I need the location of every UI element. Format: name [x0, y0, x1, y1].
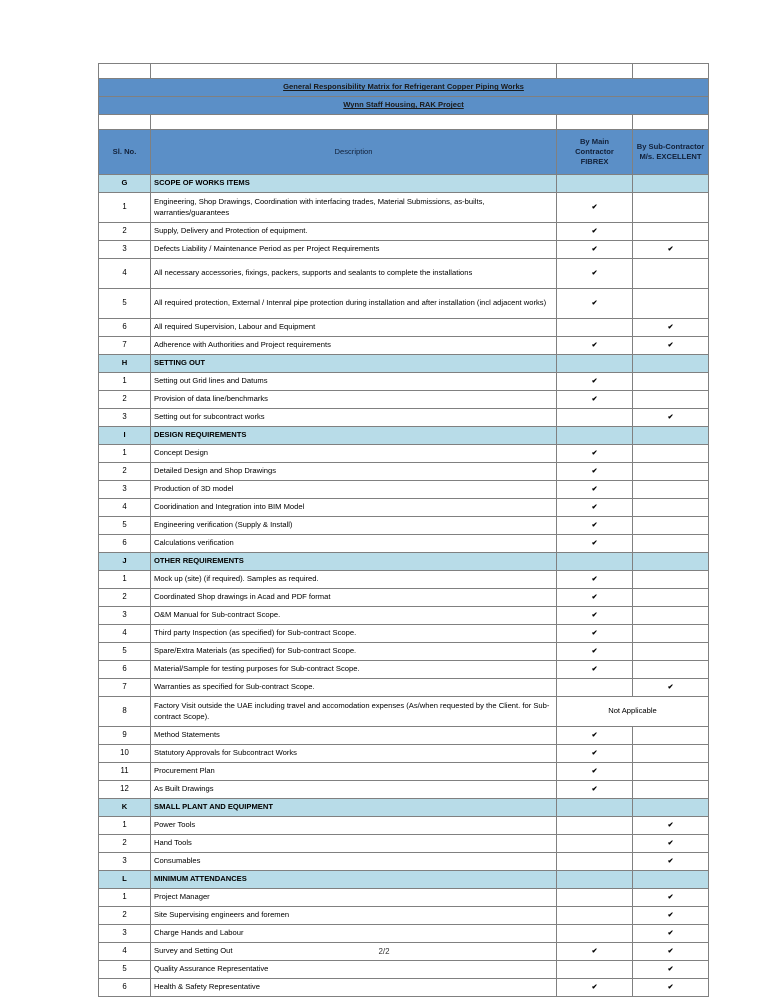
item-main-contractor-check: ✔ — [557, 607, 633, 625]
section-header-row — [99, 799, 709, 817]
table-row — [99, 463, 709, 481]
item-main-contractor-check: ✔ — [557, 193, 633, 223]
item-main-contractor-check — [557, 679, 633, 697]
table-row — [99, 607, 709, 625]
item-number: 2 — [99, 391, 151, 409]
column-header-line: FIBREX — [580, 157, 609, 167]
item-sub-contractor-check: ✔ — [633, 835, 709, 853]
item-sub-contractor-check — [633, 463, 709, 481]
item-main-contractor-check: ✔ — [557, 499, 633, 517]
item-main-contractor-check: ✔ — [557, 259, 633, 289]
item-sub-contractor-check: ✔ — [633, 319, 709, 337]
responsibility-matrix-container — [98, 63, 708, 997]
item-main-contractor-check: ✔ — [557, 571, 633, 589]
item-number: 6 — [99, 319, 151, 337]
item-sub-contractor-check: ✔ — [633, 409, 709, 427]
section-name: SCOPE OF WORKS ITEMS — [151, 175, 557, 193]
item-number: 11 — [99, 763, 151, 781]
item-sub-contractor-check: ✔ — [633, 853, 709, 871]
section-header-row — [99, 553, 709, 571]
item-description: Hand Tools — [151, 835, 557, 853]
document-subtitle-row — [99, 97, 709, 115]
item-main-contractor-check: ✔ — [557, 241, 633, 259]
column-header-main-contractor — [557, 130, 633, 175]
item-main-contractor-check: ✔ — [557, 391, 633, 409]
table-row — [99, 835, 709, 853]
item-description: Health & Safety Representative — [151, 979, 557, 997]
item-description: Setting out for subcontract works — [151, 409, 557, 427]
item-number: 5 — [99, 517, 151, 535]
item-description: Concept Design — [151, 445, 557, 463]
item-main-contractor-check — [557, 961, 633, 979]
item-description: Statutory Approvals for Subcontract Works — [151, 745, 557, 763]
item-main-contractor-check: ✔ — [557, 535, 633, 553]
item-main-contractor-check — [557, 889, 633, 907]
section-name: MINIMUM ATTENDANCES — [151, 871, 557, 889]
item-main-contractor-check: ✔ — [557, 223, 633, 241]
item-number: 9 — [99, 727, 151, 745]
item-description: Spare/Extra Materials (as specified) for Sub-contract Scope. — [151, 643, 557, 661]
item-main-contractor-check: ✔ — [557, 517, 633, 535]
section-main-cell — [557, 799, 633, 817]
item-description: Detailed Design and Shop Drawings — [151, 463, 557, 481]
item-description: O&M Manual for Sub-contract Scope. — [151, 607, 557, 625]
section-sub-cell — [633, 355, 709, 373]
table-row — [99, 193, 709, 223]
item-number: 5 — [99, 289, 151, 319]
section-main-cell — [557, 427, 633, 445]
table-row — [99, 589, 709, 607]
item-number: 3 — [99, 409, 151, 427]
item-sub-contractor-check: ✔ — [633, 979, 709, 997]
item-sub-contractor-check — [633, 625, 709, 643]
section-sub-cell — [633, 871, 709, 889]
item-main-contractor-check: ✔ — [557, 463, 633, 481]
column-header-line: By Main — [579, 136, 610, 146]
item-description: Project Manager — [151, 889, 557, 907]
item-sub-contractor-check: ✔ — [633, 817, 709, 835]
item-description: As Built Drawings — [151, 781, 557, 799]
item-main-contractor-check: ✔ — [557, 727, 633, 745]
table-row — [99, 745, 709, 763]
table-row — [99, 373, 709, 391]
item-description: Defects Liability / Maintenance Period as per Project Requirements — [151, 241, 557, 259]
item-description: Method Statements — [151, 727, 557, 745]
item-description: Engineering verification (Supply & Install) — [151, 517, 557, 535]
item-sub-contractor-check — [633, 373, 709, 391]
table-row — [99, 517, 709, 535]
section-main-cell — [557, 355, 633, 373]
item-sub-contractor-check — [633, 445, 709, 463]
item-number: 3 — [99, 925, 151, 943]
table-row — [99, 481, 709, 499]
table-row — [99, 499, 709, 517]
section-header-row — [99, 355, 709, 373]
item-main-contractor-check — [557, 319, 633, 337]
item-description: All required protection, External / Intenral pipe protection during installation and after installation (incl adjacent works) — [151, 289, 557, 319]
table-row — [99, 337, 709, 355]
item-description: Charge Hands and Labour — [151, 925, 557, 943]
section-letter: I — [99, 427, 151, 445]
table-row — [99, 925, 709, 943]
item-main-contractor-check: ✔ — [557, 625, 633, 643]
item-number: 1 — [99, 193, 151, 223]
item-sub-contractor-check: ✔ — [633, 889, 709, 907]
table-row — [99, 535, 709, 553]
item-number: 1 — [99, 373, 151, 391]
item-main-contractor-check: ✔ — [557, 745, 633, 763]
item-main-contractor-check: ✔ — [557, 373, 633, 391]
item-main-contractor-check — [557, 409, 633, 427]
item-sub-contractor-check — [633, 589, 709, 607]
item-description: All necessary accessories, fixings, packers, supports and sealants to complete the installations — [151, 259, 557, 289]
item-sub-contractor-check — [633, 517, 709, 535]
item-sub-contractor-check: ✔ — [633, 679, 709, 697]
item-number: 4 — [99, 943, 151, 961]
item-number: 3 — [99, 241, 151, 259]
item-number: 10 — [99, 745, 151, 763]
table-row — [99, 643, 709, 661]
table-row — [99, 961, 709, 979]
spacer-cell — [633, 64, 709, 79]
table-row — [99, 661, 709, 679]
item-description: Coordinated Shop drawings in Acad and PDF format — [151, 589, 557, 607]
item-main-contractor-check: ✔ — [557, 979, 633, 997]
item-number: 1 — [99, 445, 151, 463]
item-main-contractor-check: ✔ — [557, 445, 633, 463]
table-row — [99, 679, 709, 697]
spacer-cell — [99, 115, 151, 130]
item-description: Engineering, Shop Drawings, Coordination with interfacing trades, Material Submissions, as-builts, warranties/guarantees — [151, 193, 557, 223]
item-number: 8 — [99, 697, 151, 727]
item-sub-contractor-check: ✔ — [633, 961, 709, 979]
item-number: 2 — [99, 589, 151, 607]
item-number: 5 — [99, 643, 151, 661]
item-main-contractor-check: ✔ — [557, 337, 633, 355]
item-main-contractor-check: ✔ — [557, 781, 633, 799]
item-main-contractor-check: ✔ — [557, 661, 633, 679]
item-description: Factory Visit outside the UAE including travel and accomodation expenses (As/when requested by the Client. for Sub-contract Scope). — [151, 697, 557, 727]
item-number: 1 — [99, 817, 151, 835]
table-row — [99, 319, 709, 337]
item-description: Calculations verification — [151, 535, 557, 553]
column-header-sl-no: Sl. No. — [99, 130, 151, 175]
item-description: Provision of data line/benchmarks — [151, 391, 557, 409]
table-row — [99, 907, 709, 925]
item-number: 6 — [99, 535, 151, 553]
table-row — [99, 817, 709, 835]
item-sub-contractor-check — [633, 289, 709, 319]
item-description: Quality Assurance Representative — [151, 961, 557, 979]
table-row — [99, 223, 709, 241]
spacer-cell — [151, 115, 557, 130]
spacer-cell — [557, 115, 633, 130]
item-number: 7 — [99, 679, 151, 697]
section-name: SETTING OUT — [151, 355, 557, 373]
section-main-cell — [557, 871, 633, 889]
table-row — [99, 763, 709, 781]
column-header-line: Contractor — [575, 146, 614, 156]
item-main-contractor-check — [557, 853, 633, 871]
spacer-cell — [99, 64, 151, 79]
section-letter: K — [99, 799, 151, 817]
item-number: 2 — [99, 463, 151, 481]
item-main-contractor-check — [557, 925, 633, 943]
item-sub-contractor-check — [633, 481, 709, 499]
item-description: Production of 3D model — [151, 481, 557, 499]
table-row — [99, 889, 709, 907]
item-description: Setting out Grid lines and Datums — [151, 373, 557, 391]
item-number: 6 — [99, 661, 151, 679]
spacer-row — [99, 115, 709, 130]
item-sub-contractor-check — [633, 193, 709, 223]
item-sub-contractor-check: ✔ — [633, 943, 709, 961]
item-description: Site Supervising engineers and foremen — [151, 907, 557, 925]
item-number: 1 — [99, 889, 151, 907]
item-main-contractor-check: ✔ — [557, 643, 633, 661]
item-number: 6 — [99, 979, 151, 997]
item-description: Adherence with Authorities and Project requirements — [151, 337, 557, 355]
item-sub-contractor-check — [633, 781, 709, 799]
item-sub-contractor-check — [633, 391, 709, 409]
section-main-cell — [557, 175, 633, 193]
table-row — [99, 697, 709, 727]
section-sub-cell — [633, 427, 709, 445]
item-number: 3 — [99, 607, 151, 625]
item-description: Warranties as specified for Sub-contract Scope. — [151, 679, 557, 697]
item-sub-contractor-check — [633, 535, 709, 553]
table-row — [99, 241, 709, 259]
spacer-cell — [557, 64, 633, 79]
item-not-applicable: Not Applicable — [557, 697, 709, 727]
table-row — [99, 571, 709, 589]
item-main-contractor-check — [557, 835, 633, 853]
spacer-cell — [633, 115, 709, 130]
spacer-cell — [151, 64, 557, 79]
table-row — [99, 625, 709, 643]
section-main-cell — [557, 553, 633, 571]
item-sub-contractor-check — [633, 571, 709, 589]
table-row — [99, 391, 709, 409]
responsibility-matrix-table — [98, 63, 709, 997]
item-sub-contractor-check: ✔ — [633, 925, 709, 943]
item-number: 12 — [99, 781, 151, 799]
item-number: 3 — [99, 481, 151, 499]
document-title-row — [99, 79, 709, 97]
item-sub-contractor-check: ✔ — [633, 907, 709, 925]
item-main-contractor-check: ✔ — [557, 763, 633, 781]
page-footer: 2/2 — [378, 947, 390, 956]
item-sub-contractor-check — [633, 745, 709, 763]
item-description: Cooridination and Integration into BIM Model — [151, 499, 557, 517]
section-name: OTHER REQUIREMENTS — [151, 553, 557, 571]
document-title-primary: General Responsibility Matrix for Refrigerant Copper Piping Works — [99, 79, 709, 97]
item-number: 4 — [99, 499, 151, 517]
section-name: SMALL PLANT AND EQUIPMENT — [151, 799, 557, 817]
item-description: Third party Inspection (as specified) for Sub-contract Scope. — [151, 625, 557, 643]
section-header-row — [99, 175, 709, 193]
item-main-contractor-check — [557, 817, 633, 835]
item-number: 2 — [99, 223, 151, 241]
column-header-line: M/s. EXCELLENT — [639, 152, 702, 161]
section-name: DESIGN REQUIREMENTS — [151, 427, 557, 445]
item-number: 5 — [99, 961, 151, 979]
item-main-contractor-check: ✔ — [557, 943, 633, 961]
item-number: 3 — [99, 853, 151, 871]
table-row — [99, 853, 709, 871]
item-main-contractor-check: ✔ — [557, 481, 633, 499]
item-main-contractor-check — [557, 907, 633, 925]
item-description: Survey and Setting Out — [151, 943, 557, 961]
table-row — [99, 781, 709, 799]
item-sub-contractor-check — [633, 763, 709, 781]
item-sub-contractor-check — [633, 661, 709, 679]
item-sub-contractor-check — [633, 259, 709, 289]
document-title-project: Wynn Staff Housing, RAK Project — [99, 97, 709, 115]
item-number: 2 — [99, 907, 151, 925]
table-header-row — [99, 130, 709, 175]
item-description: Consumables — [151, 853, 557, 871]
item-number: 4 — [99, 259, 151, 289]
table-row — [99, 409, 709, 427]
section-letter: H — [99, 355, 151, 373]
item-description: Supply, Delivery and Protection of equipment. — [151, 223, 557, 241]
item-sub-contractor-check — [633, 499, 709, 517]
item-sub-contractor-check: ✔ — [633, 337, 709, 355]
item-sub-contractor-check — [633, 727, 709, 745]
item-description: Procurement Plan — [151, 763, 557, 781]
section-header-row — [99, 871, 709, 889]
item-number: 1 — [99, 571, 151, 589]
item-number: 4 — [99, 625, 151, 643]
section-sub-cell — [633, 553, 709, 571]
item-number: 7 — [99, 337, 151, 355]
item-main-contractor-check: ✔ — [557, 289, 633, 319]
section-sub-cell — [633, 175, 709, 193]
item-sub-contractor-check — [633, 223, 709, 241]
item-sub-contractor-check: ✔ — [633, 241, 709, 259]
item-sub-contractor-check — [633, 643, 709, 661]
column-header-line: By Sub-Contractor — [636, 141, 705, 151]
column-header-description: Description — [151, 130, 557, 175]
item-description: Power Tools — [151, 817, 557, 835]
section-letter: G — [99, 175, 151, 193]
item-sub-contractor-check — [633, 607, 709, 625]
section-header-row — [99, 427, 709, 445]
item-description: Mock up (site) (if required). Samples as required. — [151, 571, 557, 589]
table-row — [99, 289, 709, 319]
spacer-row — [99, 64, 709, 79]
section-letter: L — [99, 871, 151, 889]
table-row — [99, 259, 709, 289]
section-sub-cell — [633, 799, 709, 817]
item-main-contractor-check: ✔ — [557, 589, 633, 607]
item-description: Material/Sample for testing purposes for Sub-contract Scope. — [151, 661, 557, 679]
column-header-sub-contractor — [633, 130, 709, 175]
item-description: All required Supervision, Labour and Equipment — [151, 319, 557, 337]
section-letter: J — [99, 553, 151, 571]
table-row — [99, 727, 709, 745]
item-number: 2 — [99, 835, 151, 853]
table-row — [99, 445, 709, 463]
